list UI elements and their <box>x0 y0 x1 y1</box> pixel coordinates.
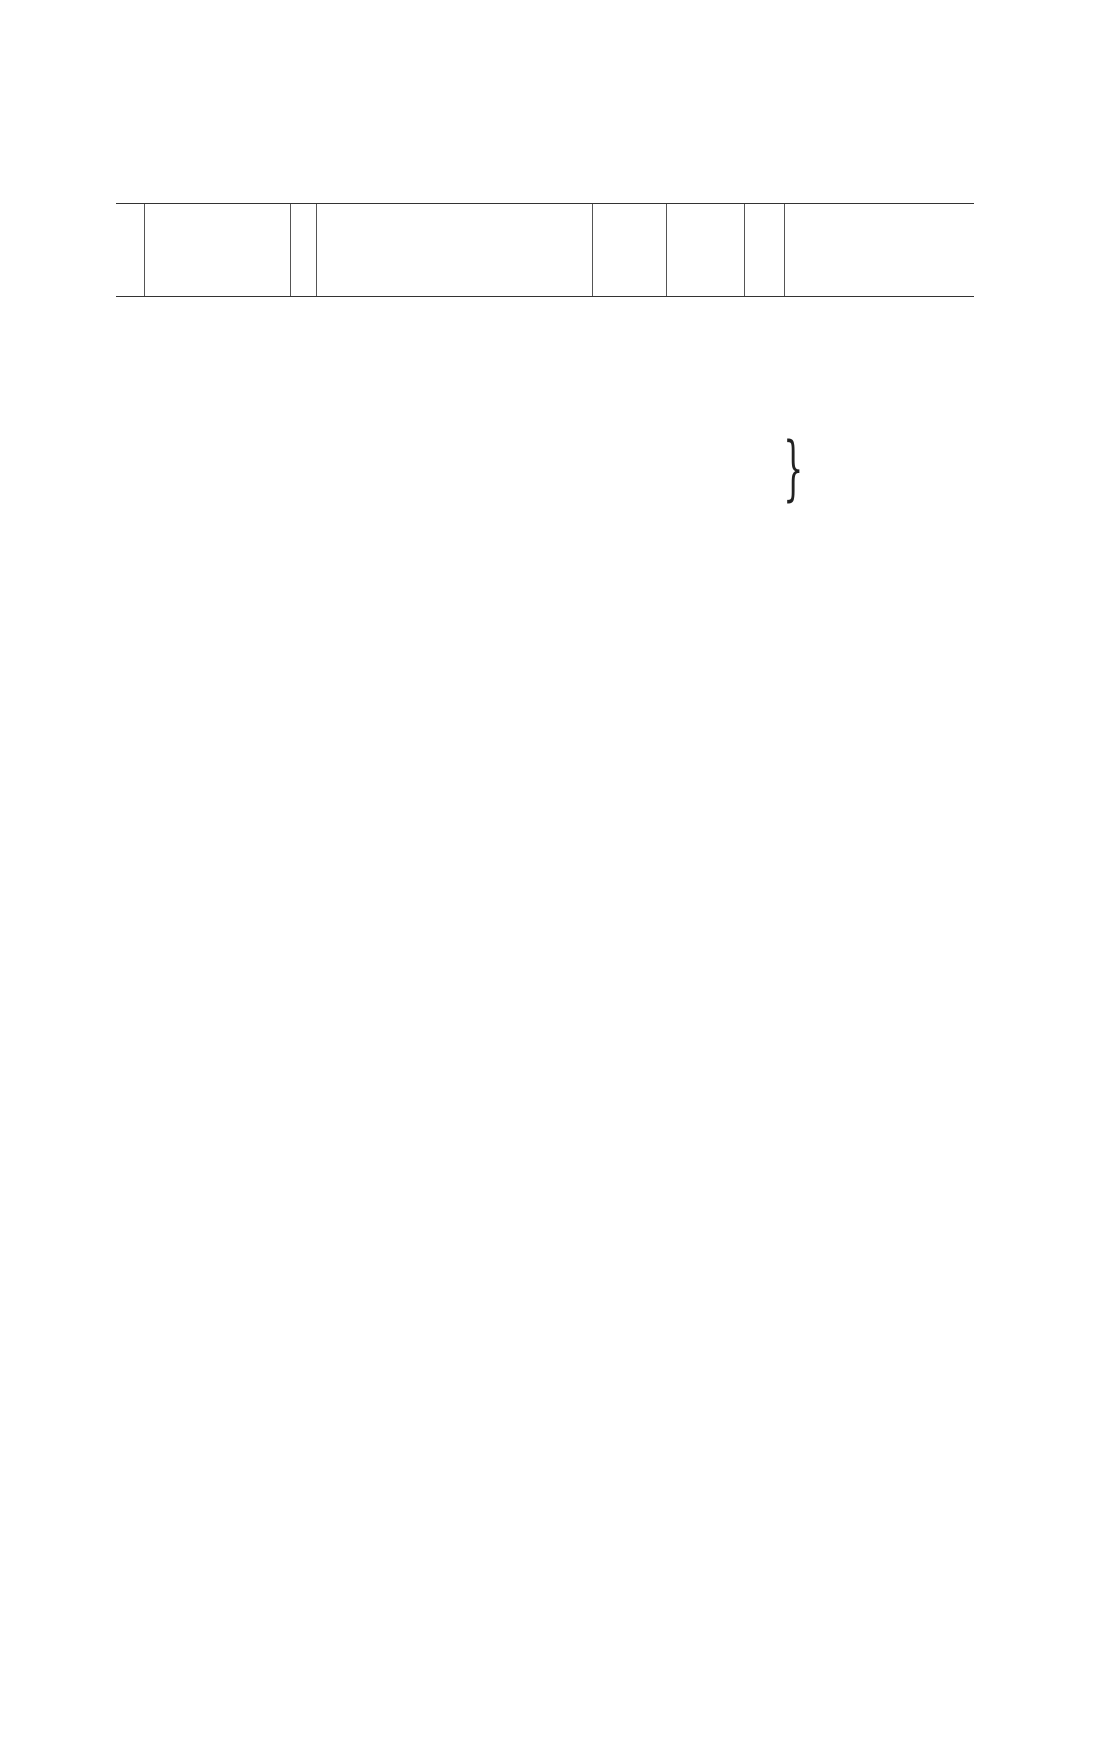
header-salary <box>744 204 784 296</box>
header-name <box>144 204 290 296</box>
header-length <box>666 204 744 296</box>
header-remarks <box>784 204 974 296</box>
header-age <box>290 204 316 296</box>
header-consecutive <box>116 204 144 296</box>
header-office <box>316 204 592 296</box>
column-header <box>116 203 974 297</box>
brace: } <box>783 427 804 509</box>
header-date <box>592 204 666 296</box>
